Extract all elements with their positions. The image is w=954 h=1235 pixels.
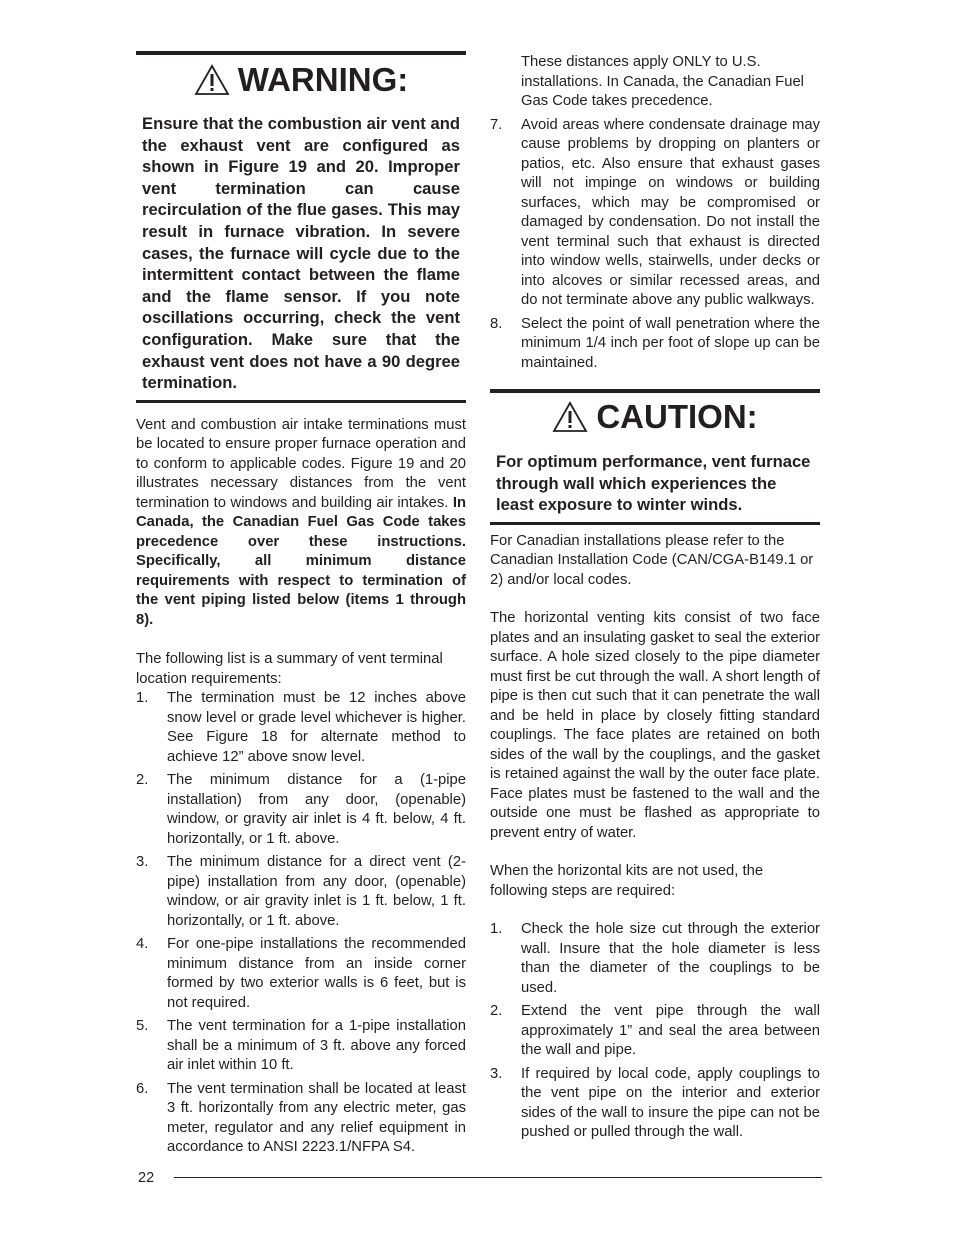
caution-text: For optimum performance, vent furnace through wall which experiences the least exposure to winter winds.: [496, 452, 811, 515]
horizontal-kits-paragraph: The horizontal venting kits consist of two face plates and an insulating gasket to seal the exterior surface. A hole sized closely to the pipe diameter must first be cut through the wall. A short length of pipe is then cut such that it can penetrate the wall and be held in place by closely fitting standard couplings. The face plates are retained on both sides of the wall by the couplings, and the gasket is retained against the wall by the outer face plate. Face plates must be fastened to the wall and the outside one must be flashed as appropriate to prevent entry of water.: [490, 610, 820, 841]
left-column: [136, 0, 466, 1158]
warning-text: Ensure that the combustion air vent and the exhaust vent are configured as shown in Figure 19 and 20. Improper vent termination can cause recirculation of the flue gases. This may result in furnace vibration. In severe cases, the furnace will cycle due to the intermittent contact between the flame and the flame sensor. If you note oscillations occurring, check the vent configuration. Make sure that the exhaust vent does not have a 90 degree termination.: [142, 114, 460, 393]
list-intro: The following list is a summary of vent terminal location requirements:: [136, 651, 443, 687]
list-item: 7. Avoid areas where condensate drainage may cause problems by dropping on planters or patios, etc. Also ensure that exhaust gases will not impinge on windows or building surfaces, which may be compromised or damaged by condensation. Do not install the vent terminal such that exhaust is directed into window wells, stairwells, under decks or into alcoves or similar recessed areas, and do not terminate above any public walkways.: [490, 116, 820, 308]
steps-list: [490, 920, 820, 1143]
list-item: 3. The minimum distance for a direct vent (2-pipe) installation from any door, (openable) window, or air gravity inlet is 1 ft. below, 1 ft. horizontally, or 1 ft. above.: [136, 854, 466, 929]
warning-triangle-icon: [194, 64, 230, 96]
steps-intro: When the horizontal kits are not used, the following steps are required:: [490, 863, 764, 899]
list-item: 2. The minimum distance for a (1-pipe installation) from any door, (openable) window, or gravity air inlet is 4 ft. below, 4 ft. horizontally, or 1 ft. above.: [136, 772, 466, 847]
intro-bold-text: In Canada, the Canadian Fuel Gas Code takes precedence over these instructions. Specifically, all minimum distance requirements with respect to termination of the vent piping listed below (items 1 through 8).: [136, 494, 466, 628]
list-item: 2. Extend the vent pipe through the wall approximately 1” and seal the area between the wall and pipe.: [490, 1003, 820, 1059]
caution-title: CAUTION:: [596, 398, 758, 435]
page-number: 22: [138, 1170, 155, 1186]
list-item: 8. Select the point of wall penetration where the minimum 1/4 inch per foot of slope up can be maintained.: [490, 315, 820, 371]
intro-text: Vent and combustion air intake terminations must be located to ensure proper furnace operation and to conform to applicable codes. Figure 19 and 20 illustrates necessary distances from the vent termination to windows and building air intakes.: [136, 416, 466, 511]
requirements-list: [136, 689, 466, 1158]
us-only-note: These distances apply ONLY to U.S. installations. In Canada, the Canadian Fuel Gas Code takes precedence.: [521, 54, 804, 109]
intro-paragraph: [136, 416, 466, 631]
warning-header: [136, 57, 466, 103]
caution-box: [490, 389, 820, 525]
list-item: 4. For one-pipe installations the recommended minimum distance from an inside corner formed by two exterior walls is 6 feet, but is not required.: [136, 936, 466, 1011]
list-item: 3. If required by local code, apply couplings to the vent pipe on the interior and exterior sides of the wall to insure the pipe can not be pushed or pulled through the wall.: [490, 1065, 820, 1141]
warning-title: WARNING:: [237, 61, 409, 98]
caution-header: [490, 395, 820, 439]
warning-triangle-icon: [552, 401, 588, 433]
footer-rule: [174, 1177, 822, 1178]
canadian-note: For Canadian installations please refer to the Canadian Installation Code (CAN/CGA-B149.1 or 2) and/or local codes.: [490, 532, 814, 588]
list-item: 1. The termination must be 12 inches above snow level or grade level whichever is higher. See Figure 18 for alternate method to achieve 12” above snow level.: [136, 690, 466, 765]
list-item: 1. Check the hole size cut through the exterior wall. Insure that the hole diameter is less than the diameter of the couplings to be used.: [490, 921, 820, 996]
warning-box: [136, 51, 466, 403]
right-column: [490, 0, 820, 1143]
list-item: 6. The vent termination shall be located at least 3 ft. horizontally from any electric meter, gas meter, regulator and any relief equipment in accordance to ANSI 2223.1/NFPA S4.: [136, 1080, 466, 1156]
requirements-list-continued: [490, 116, 820, 374]
list-item: 5. The vent termination for a 1-pipe installation shall be a minimum of 3 ft. above any forced air inlet within 10 ft.: [136, 1018, 466, 1074]
